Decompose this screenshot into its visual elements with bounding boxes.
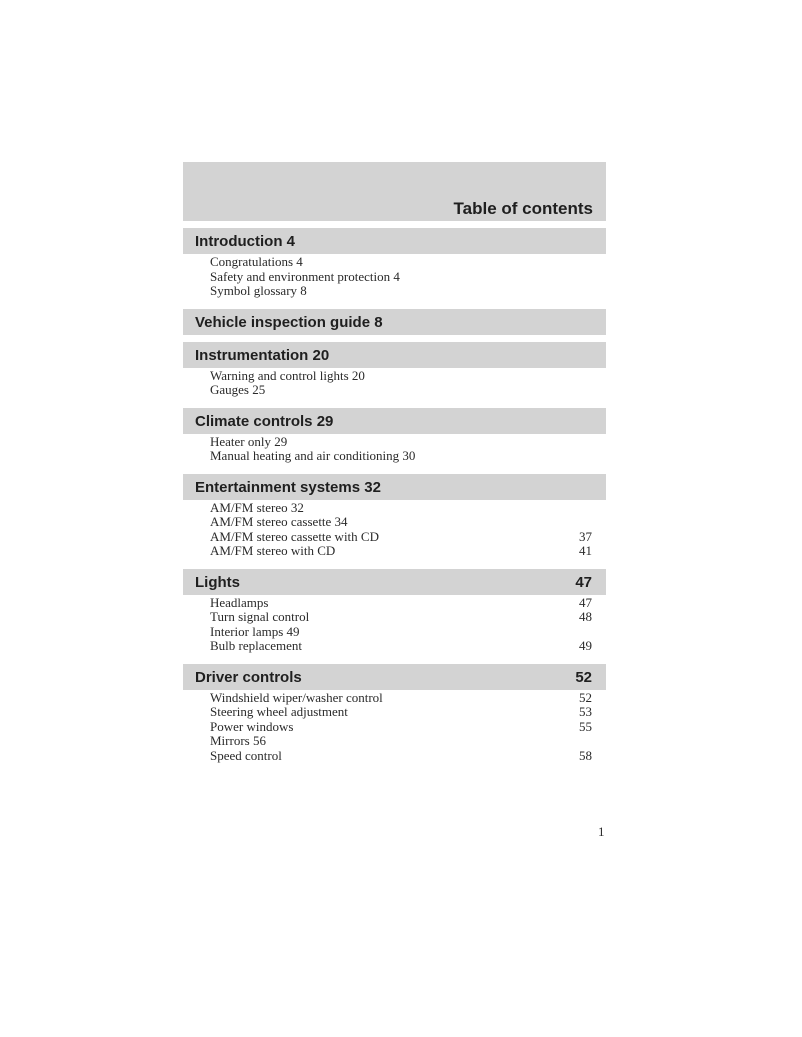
- toc-entry-page: 41: [579, 543, 592, 558]
- toc-entry-page: 58: [579, 747, 592, 763]
- toc-entry[interactable]: [210, 449, 592, 464]
- toc-entry-page: 37: [579, 528, 592, 544]
- section-page-number: 52: [575, 668, 592, 686]
- section-items: [183, 434, 606, 467]
- toc-entry-label: Bulb replacement: [210, 638, 303, 653]
- section-heading[interactable]: [183, 309, 606, 335]
- toc-entry-label: Interior lamps 49: [210, 623, 300, 639]
- toc-entry-label: Warning and control lights 20: [210, 367, 365, 383]
- section-heading[interactable]: [183, 408, 606, 434]
- section-page-number: 47: [575, 573, 592, 591]
- page-number: 1: [598, 824, 605, 839]
- toc-entry-label: Safety and environment protection 4: [210, 268, 400, 284]
- section-heading[interactable]: [183, 342, 606, 368]
- toc-entry[interactable]: [210, 515, 592, 530]
- section-items: [183, 368, 606, 401]
- toc-entry-page: 49: [579, 638, 592, 653]
- toc-entry-label: Steering wheel adjustment: [210, 704, 348, 719]
- toc-entry-label: Manual heating and air conditioning 30: [210, 448, 416, 463]
- toc-section: [183, 309, 606, 335]
- toc-entry[interactable]: [210, 369, 592, 384]
- section-title: Driver controls: [195, 668, 302, 686]
- toc-entry-label: AM/FM stereo cassette 34: [210, 514, 348, 529]
- toc-entry-label: Turn signal control: [210, 609, 310, 624]
- page-title: Table of contents: [453, 199, 593, 218]
- section-title: Instrumentation 20: [195, 346, 330, 364]
- toc-entry[interactable]: [210, 530, 592, 545]
- toc-entry-label: Power windows: [210, 718, 294, 734]
- toc-entry[interactable]: [210, 639, 592, 654]
- toc-section: [183, 474, 606, 562]
- section-heading[interactable]: [183, 569, 606, 595]
- section-title: Lights: [195, 573, 240, 591]
- toc-entry[interactable]: [210, 255, 592, 270]
- toc-section: [183, 408, 606, 467]
- toc-section: [183, 342, 606, 401]
- section-title: Introduction 4: [195, 233, 295, 250]
- section-title: Entertainment systems 32: [195, 478, 381, 496]
- toc-entry-label: Windshield wiper/washer control: [210, 689, 383, 705]
- toc-entry[interactable]: [210, 501, 592, 516]
- toc-entry[interactable]: [210, 625, 592, 640]
- toc-entry-page: 53: [579, 704, 592, 719]
- toc-entry[interactable]: [210, 705, 592, 720]
- toc-entry-label: AM/FM stereo 32: [210, 499, 304, 515]
- toc-entry[interactable]: [210, 383, 592, 398]
- toc-entry-label: Symbol glossary 8: [210, 283, 307, 298]
- toc-section: [183, 228, 606, 302]
- toc-entry[interactable]: [210, 544, 592, 559]
- toc-entry-label: Congratulations 4: [210, 254, 303, 269]
- section-items: [183, 500, 606, 562]
- section-heading[interactable]: [183, 228, 606, 254]
- section-heading[interactable]: [183, 664, 606, 690]
- section-items: [183, 254, 606, 302]
- toc-entry-label: AM/FM stereo cassette with CD: [210, 528, 379, 544]
- toc-entry[interactable]: [210, 610, 592, 625]
- section-heading[interactable]: [183, 474, 606, 500]
- toc-section: [183, 569, 606, 657]
- toc-entry-page: 52: [579, 689, 592, 705]
- toc-entry[interactable]: [210, 596, 592, 611]
- toc-entry[interactable]: [210, 691, 592, 706]
- toc-entry[interactable]: [210, 435, 592, 450]
- toc-entry-label: Gauges 25: [210, 382, 266, 397]
- toc-entry-label: AM/FM stereo with CD: [210, 543, 336, 558]
- header-band: [183, 162, 606, 221]
- section-items: [183, 690, 606, 767]
- toc-entry[interactable]: [210, 734, 592, 749]
- toc-entry[interactable]: [210, 720, 592, 735]
- section-items: [183, 595, 606, 657]
- toc-entry[interactable]: [210, 749, 592, 764]
- toc-entry-page: 48: [579, 609, 592, 624]
- section-title: Vehicle inspection guide 8: [195, 313, 383, 331]
- toc-entry[interactable]: [210, 270, 592, 285]
- toc-entry-label: Mirrors 56: [210, 733, 266, 748]
- toc-entry-label: Heater only 29: [210, 433, 288, 449]
- toc-entry-page: 55: [579, 718, 592, 734]
- toc-page: [183, 162, 606, 766]
- toc-entry[interactable]: [210, 284, 592, 299]
- toc-section: [183, 664, 606, 767]
- toc-entry-page: 47: [579, 594, 592, 610]
- toc-entry-label: Speed control: [210, 747, 282, 763]
- toc-sections: [183, 228, 606, 766]
- toc-entry-label: Headlamps: [210, 594, 269, 610]
- section-title: Climate controls 29: [195, 412, 334, 430]
